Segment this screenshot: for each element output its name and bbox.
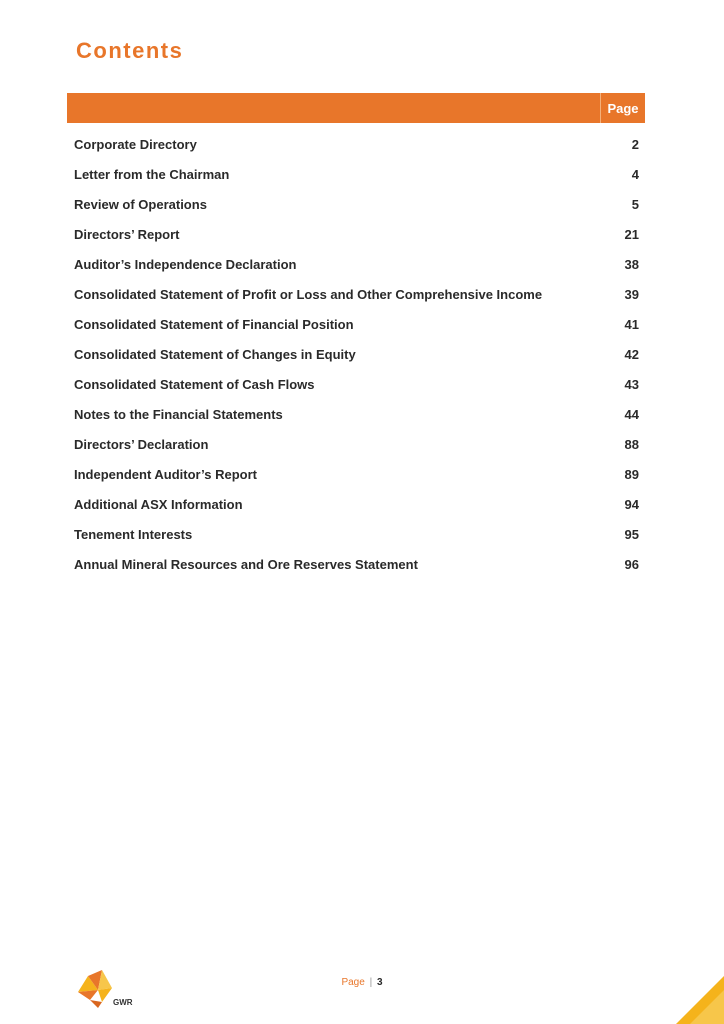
toc-entry-label: Review of Operations (74, 196, 207, 212)
toc-entry-label: Additional ASX Information (74, 496, 243, 512)
toc-entry-page: 41 (624, 316, 639, 332)
toc-entry-page: 38 (624, 256, 639, 272)
toc-entry[interactable] (74, 489, 639, 519)
footer-separator: | (369, 977, 373, 988)
toc-entry-label: Tenement Interests (74, 526, 193, 542)
toc-entry-label: Consolidated Statement of Cash Flows (74, 376, 315, 392)
page-title: Contents (76, 38, 184, 63)
toc-header-page-label: Page (600, 93, 645, 123)
toc-entry-page: 42 (624, 346, 639, 362)
toc-entry[interactable] (74, 129, 639, 159)
toc-entry-label: Corporate Directory (74, 136, 197, 152)
toc-entry[interactable] (74, 219, 639, 249)
toc-entry-label: Consolidated Statement of Changes in Equity (74, 346, 356, 362)
toc-entry-page: 89 (624, 466, 639, 482)
toc-entry-page: 44 (624, 406, 639, 422)
footer-page-prefix: Page (341, 977, 365, 988)
toc-entry[interactable] (74, 429, 639, 459)
footer-page-value: 3 (376, 977, 383, 988)
toc-entry[interactable] (74, 549, 639, 579)
toc-entry[interactable] (74, 369, 639, 399)
toc-entry-label: Annual Mineral Resources and Ore Reserves Statement (74, 556, 418, 572)
toc-entry-page: 5 (631, 196, 639, 212)
toc-entry-label: Directors’ Declaration (74, 436, 209, 452)
toc-entry[interactable] (74, 159, 639, 189)
toc-entry-page: 88 (624, 436, 639, 452)
toc-entry-page: 2 (631, 136, 639, 152)
toc-entry-page: 4 (631, 166, 639, 182)
corner-decoration-icon (676, 976, 724, 1024)
toc-entry-label: Directors’ Report (74, 226, 180, 242)
logo-text: GWR (113, 998, 133, 1007)
toc-entry-page: 95 (624, 526, 639, 542)
toc-entry-page: 21 (624, 226, 639, 242)
toc-entry-label: Auditor’s Independence Declaration (74, 256, 297, 272)
toc-entry[interactable] (74, 399, 639, 429)
toc-list (74, 129, 639, 579)
toc-entry[interactable] (74, 249, 639, 279)
toc-entry[interactable] (74, 519, 639, 549)
toc-entry-page: 96 (624, 556, 639, 572)
toc-entry-label: Letter from the Chairman (74, 166, 230, 182)
toc-entry-label: Consolidated Statement of Profit or Loss and Other Comprehensive Income (74, 286, 543, 302)
toc-entry-label: Notes to the Financial Statements (74, 406, 283, 422)
toc-entry-page: 43 (624, 376, 639, 392)
toc-entry[interactable] (74, 189, 639, 219)
toc-entry[interactable] (74, 279, 639, 309)
toc-entry-label: Independent Auditor’s Report (74, 466, 257, 482)
toc-entry-page: 39 (624, 286, 639, 302)
toc-entry[interactable] (74, 339, 639, 369)
toc-entry[interactable] (74, 459, 639, 489)
toc-entry-label: Consolidated Statement of Financial Position (74, 316, 354, 332)
toc-entry[interactable] (74, 309, 639, 339)
toc-entry-page: 94 (624, 496, 639, 512)
toc-header-bar (67, 93, 645, 123)
